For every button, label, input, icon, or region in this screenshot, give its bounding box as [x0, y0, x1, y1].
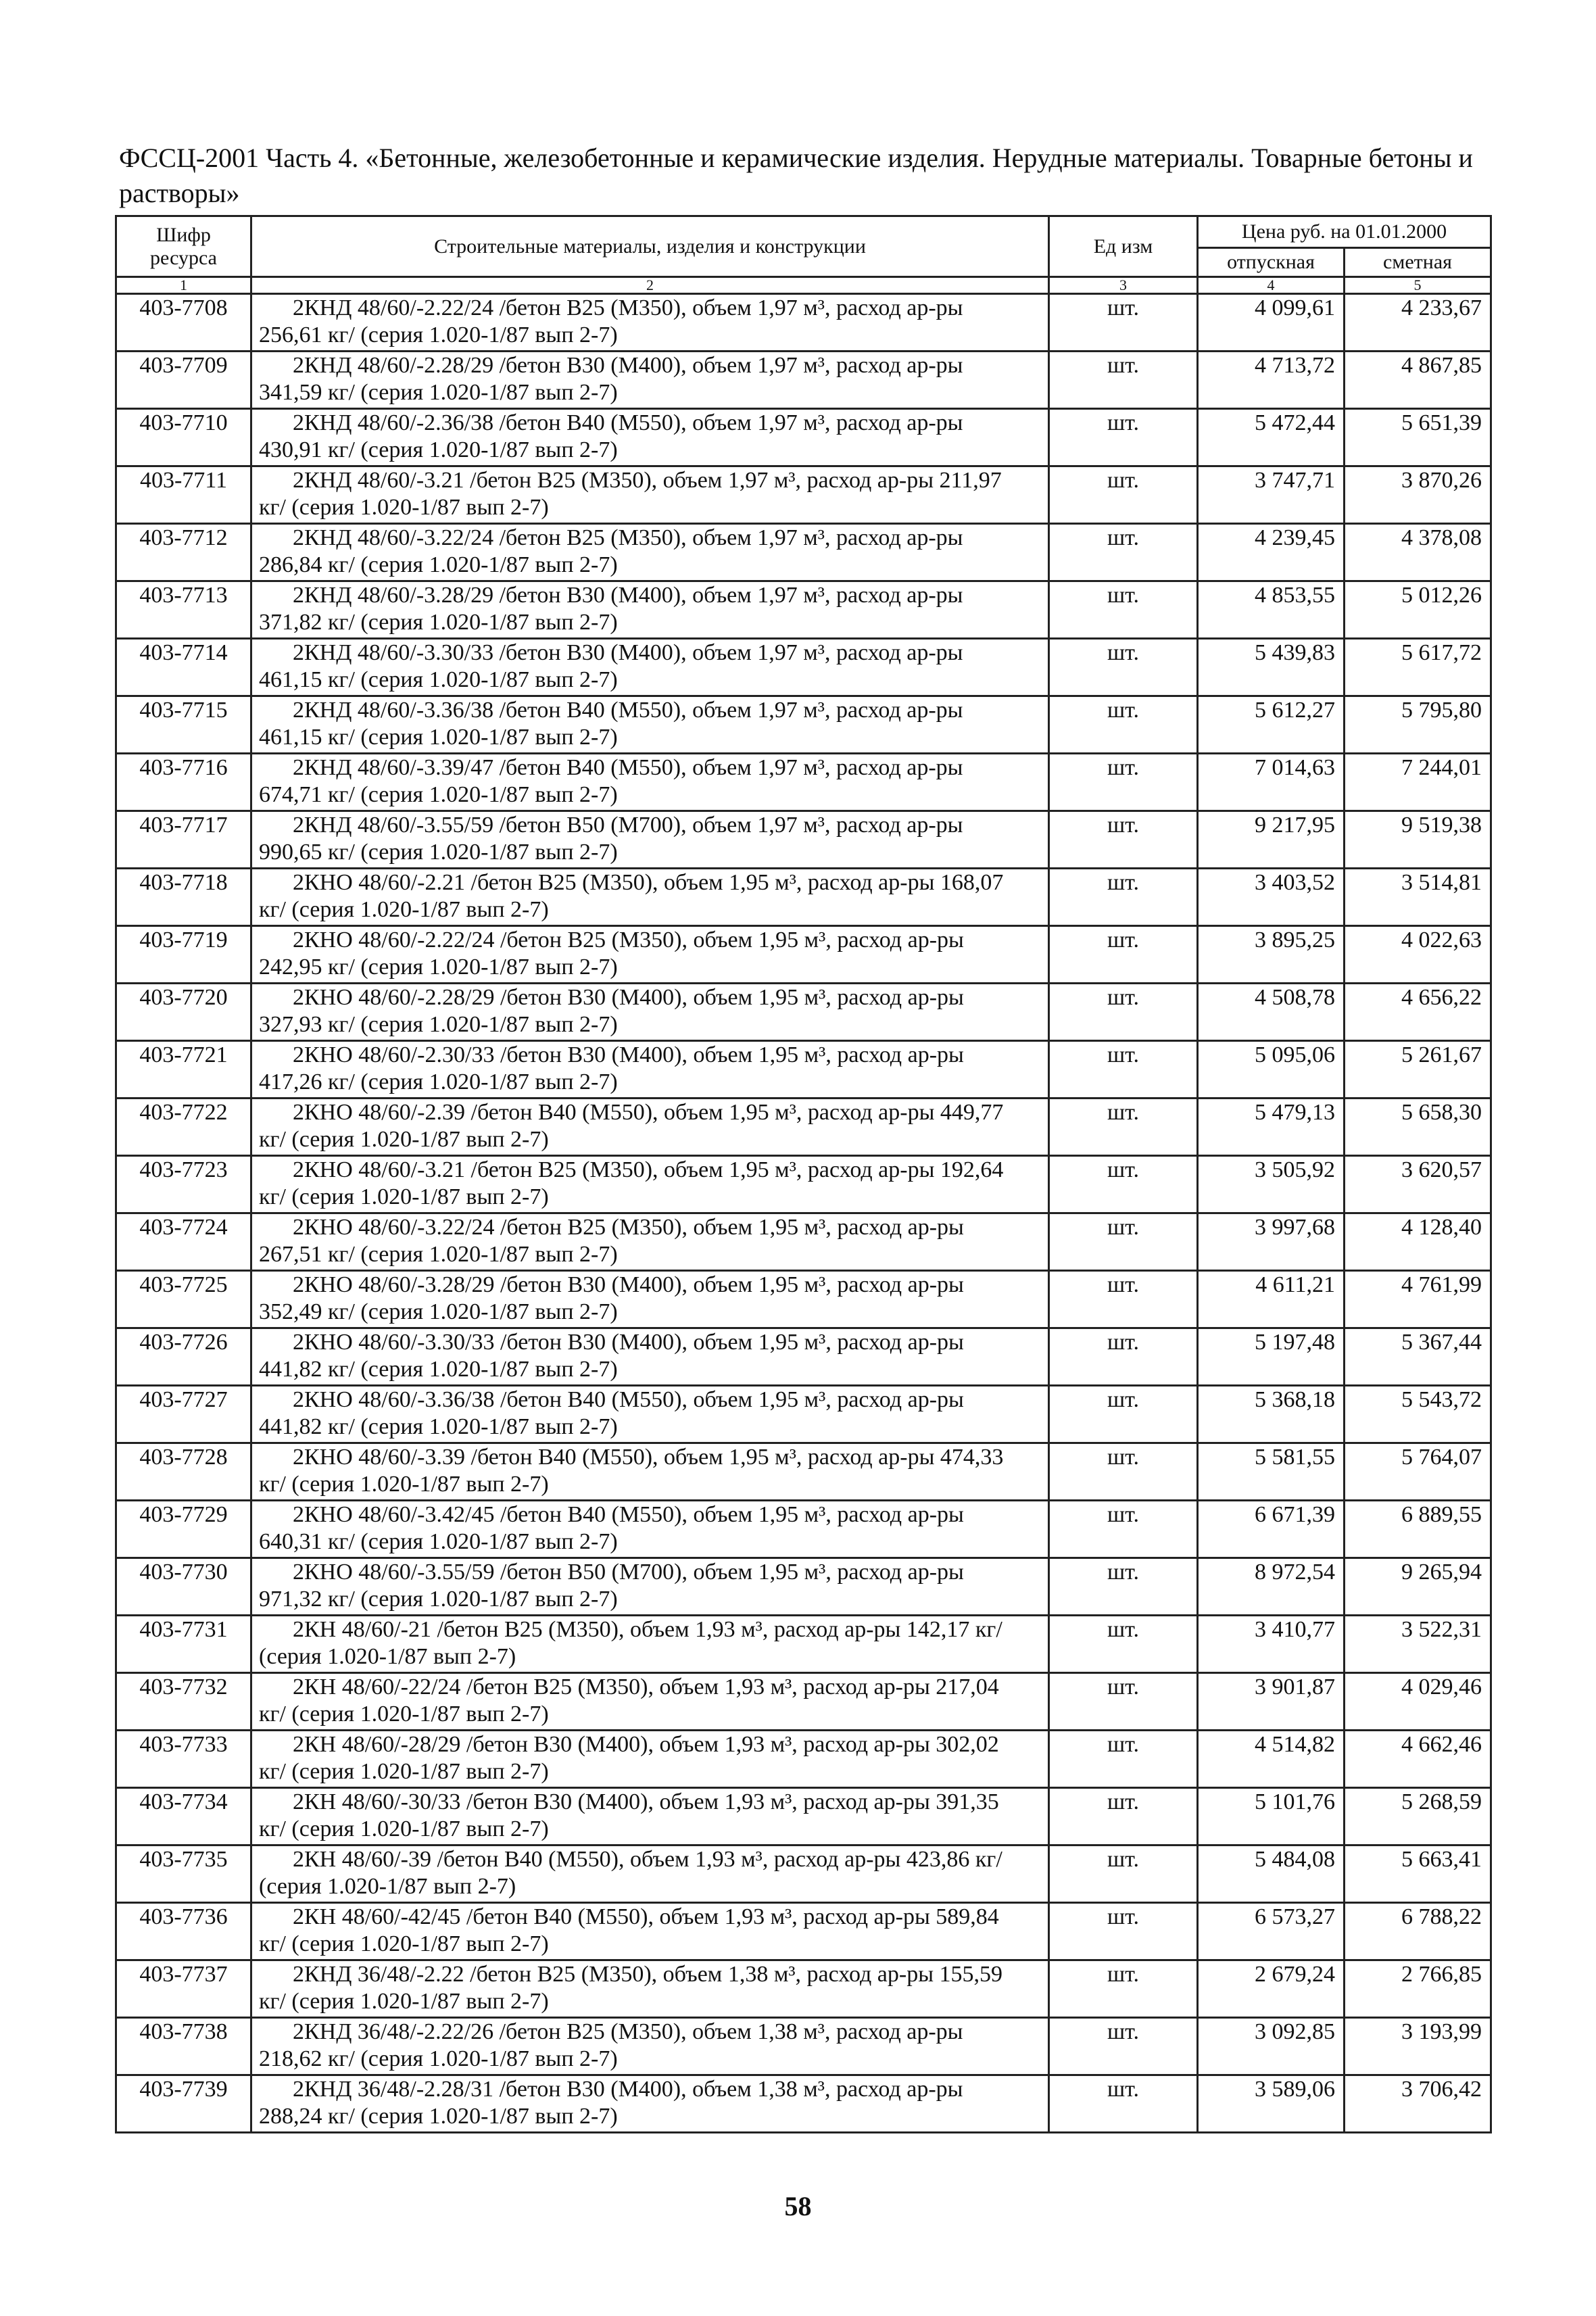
description-line-2: кг/ (серия 1.020-1/87 вып 2-7) — [259, 1759, 549, 1784]
col-header-price: Цена руб. на 01.01.2000 — [1198, 216, 1491, 248]
description-line-1: 2КНО 48/60/-3.39 /бетон В40 (М550), объем 1,95 м³, расход ар-ры 474,33 — [293, 1445, 1004, 1470]
release-price: 3 589,06 — [1198, 2075, 1345, 2133]
description-line-1: 2КН 48/60/-22/24 /бетон В25 (М350), объем 1,93 м³, расход ар-ры 217,04 — [293, 1674, 999, 1699]
release-price: 4 508,78 — [1198, 984, 1345, 1041]
release-price: 5 472,44 — [1198, 409, 1345, 466]
estimate-price: 5 651,39 — [1345, 409, 1491, 466]
material-description — [251, 1041, 1049, 1099]
table-row — [116, 581, 1491, 639]
material-description — [251, 352, 1049, 409]
unit-of-measure: шт. — [1049, 1386, 1198, 1443]
unit-of-measure: шт. — [1049, 1960, 1198, 2018]
description-line-1: 2КНО 48/60/-3.55/59 /бетон В50 (М700), объем 1,95 м³, расход ар-ры — [293, 1560, 964, 1585]
material-description — [251, 1788, 1049, 1845]
estimate-price: 4 378,08 — [1345, 524, 1491, 581]
material-description — [251, 754, 1049, 811]
release-price: 3 410,77 — [1198, 1616, 1345, 1673]
unit-of-measure: шт. — [1049, 1731, 1198, 1788]
material-description — [251, 581, 1049, 639]
description-line-2: 990,65 кг/ (серия 1.020-1/87 вып 2-7) — [259, 840, 618, 865]
table-row — [116, 1788, 1491, 1845]
table-row — [116, 524, 1491, 581]
table-row — [116, 1903, 1491, 1960]
release-price: 4 713,72 — [1198, 352, 1345, 409]
material-description — [251, 1903, 1049, 1960]
material-description — [251, 1271, 1049, 1328]
unit-of-measure: шт. — [1049, 926, 1198, 984]
material-description — [251, 1616, 1049, 1673]
release-price: 5 101,76 — [1198, 1788, 1345, 1845]
description-line-1: 2КНО 48/60/-2.21 /бетон В25 (М350), объем 1,95 м³, расход ар-ры 168,07 — [293, 870, 1004, 895]
estimate-price: 5 795,80 — [1345, 696, 1491, 754]
estimate-price: 3 514,81 — [1345, 869, 1491, 926]
resource-code: 403-7733 — [116, 1731, 251, 1788]
estimate-price: 9 265,94 — [1345, 1558, 1491, 1616]
unit-of-measure: шт. — [1049, 1328, 1198, 1386]
unit-of-measure: шт. — [1049, 1443, 1198, 1501]
description-line-2: 640,31 кг/ (серия 1.020-1/87 вып 2-7) — [259, 1529, 618, 1554]
description-line-2: 417,26 кг/ (серия 1.020-1/87 вып 2-7) — [259, 1069, 618, 1094]
unit-of-measure: шт. — [1049, 524, 1198, 581]
description-line-2: 341,59 кг/ (серия 1.020-1/87 вып 2-7) — [259, 380, 618, 405]
table-row — [116, 1673, 1491, 1731]
estimate-price: 4 867,85 — [1345, 352, 1491, 409]
resource-code: 403-7736 — [116, 1903, 251, 1960]
description-line-1: 2КНО 48/60/-3.21 /бетон В25 (М350), объем 1,95 м³, расход ар-ры 192,64 — [293, 1157, 1004, 1182]
estimate-price: 6 889,55 — [1345, 1501, 1491, 1558]
unit-of-measure: шт. — [1049, 1501, 1198, 1558]
description-line-2: 461,15 кг/ (серия 1.020-1/87 вып 2-7) — [259, 667, 618, 692]
material-description — [251, 1845, 1049, 1903]
resource-code: 403-7726 — [116, 1328, 251, 1386]
release-price: 8 972,54 — [1198, 1558, 1345, 1616]
unit-of-measure: шт. — [1049, 409, 1198, 466]
description-line-1: 2КНД 48/60/-3.30/33 /бетон В30 (М400), объем 1,97 м³, расход ар-ры — [293, 640, 963, 665]
unit-of-measure: шт. — [1049, 1903, 1198, 1960]
estimate-price: 3 706,42 — [1345, 2075, 1491, 2133]
resource-code: 403-7730 — [116, 1558, 251, 1616]
release-price: 4 239,45 — [1198, 524, 1345, 581]
unit-of-measure: шт. — [1049, 1041, 1198, 1099]
resource-code: 403-7727 — [116, 1386, 251, 1443]
release-price: 2 679,24 — [1198, 1960, 1345, 2018]
material-description — [251, 1960, 1049, 2018]
description-line-2: (серия 1.020-1/87 вып 2-7) — [259, 1644, 516, 1669]
unit-of-measure: шт. — [1049, 984, 1198, 1041]
table-row — [116, 811, 1491, 869]
table-row — [116, 1041, 1491, 1099]
resource-code: 403-7719 — [116, 926, 251, 984]
estimate-price: 5 543,72 — [1345, 1386, 1491, 1443]
unit-of-measure: шт. — [1049, 811, 1198, 869]
material-description — [251, 1213, 1049, 1271]
table-row — [116, 2018, 1491, 2075]
table-row — [116, 1099, 1491, 1156]
description-line-1: 2КНД 48/60/-3.22/24 /бетон В25 (М350), объем 1,97 м³, расход ар-ры — [293, 525, 963, 550]
release-price: 5 484,08 — [1198, 1845, 1345, 1903]
col-header-unit: Ед изм — [1049, 216, 1198, 277]
unit-of-measure: шт. — [1049, 1156, 1198, 1213]
release-price: 6 671,39 — [1198, 1501, 1345, 1558]
estimate-price: 3 193,99 — [1345, 2018, 1491, 2075]
table-row — [116, 1558, 1491, 1616]
table-row — [116, 639, 1491, 696]
material-description — [251, 1673, 1049, 1731]
material-description — [251, 1386, 1049, 1443]
description-line-1: 2КНО 48/60/-2.39 /бетон В40 (М550), объем 1,95 м³, расход ар-ры 449,77 — [293, 1100, 1004, 1125]
table-row — [116, 1960, 1491, 2018]
description-line-1: 2КНО 48/60/-2.22/24 /бетон В25 (М350), объем 1,95 м³, расход ар-ры — [293, 927, 964, 952]
unit-of-measure: шт. — [1049, 581, 1198, 639]
material-description — [251, 869, 1049, 926]
description-line-2: 971,32 кг/ (серия 1.020-1/87 вып 2-7) — [259, 1587, 618, 1612]
description-line-1: 2КНД 48/60/-2.22/24 /бетон В25 (М350), объем 1,97 м³, расход ар-ры — [293, 295, 963, 320]
table-row — [116, 926, 1491, 984]
estimate-price: 5 367,44 — [1345, 1328, 1491, 1386]
column-number: 5 — [1345, 277, 1491, 294]
table-row — [116, 984, 1491, 1041]
estimate-price: 9 519,38 — [1345, 811, 1491, 869]
description-line-1: 2КНО 48/60/-2.30/33 /бетон В30 (М400), объем 1,95 м³, расход ар-ры — [293, 1042, 964, 1067]
estimate-price: 3 522,31 — [1345, 1616, 1491, 1673]
table-row — [116, 1616, 1491, 1673]
description-line-2: кг/ (серия 1.020-1/87 вып 2-7) — [259, 1127, 549, 1152]
estimate-price: 4 029,46 — [1345, 1673, 1491, 1731]
description-line-2: 674,71 кг/ (серия 1.020-1/87 вып 2-7) — [259, 782, 618, 807]
unit-of-measure: шт. — [1049, 1271, 1198, 1328]
material-description — [251, 984, 1049, 1041]
description-line-2: (серия 1.020-1/87 вып 2-7) — [259, 1874, 516, 1899]
description-line-2: кг/ (серия 1.020-1/87 вып 2-7) — [259, 495, 549, 520]
estimate-price: 4 656,22 — [1345, 984, 1491, 1041]
material-description — [251, 1731, 1049, 1788]
description-line-1: 2КНО 48/60/-3.28/29 /бетон В30 (М400), объем 1,95 м³, расход ар-ры — [293, 1272, 964, 1297]
description-line-2: 461,15 кг/ (серия 1.020-1/87 вып 2-7) — [259, 725, 618, 750]
table-row — [116, 409, 1491, 466]
description-line-2: 430,91 кг/ (серия 1.020-1/87 вып 2-7) — [259, 437, 618, 462]
description-line-1: 2КНО 48/60/-3.22/24 /бетон В25 (М350), объем 1,95 м³, расход ар-ры — [293, 1215, 964, 1240]
resource-code: 403-7729 — [116, 1501, 251, 1558]
table-row — [116, 1731, 1491, 1788]
material-description — [251, 1501, 1049, 1558]
description-line-2: кг/ (серия 1.020-1/87 вып 2-7) — [259, 1472, 549, 1497]
material-description — [251, 1558, 1049, 1616]
table-row — [116, 1845, 1491, 1903]
column-number-row — [116, 277, 1491, 294]
resource-code: 403-7722 — [116, 1099, 251, 1156]
table-row — [116, 1443, 1491, 1501]
description-line-1: 2КН 48/60/-21 /бетон В25 (М350), объем 1,93 м³, расход ар-ры 142,17 кг/ — [293, 1617, 1002, 1642]
estimate-price: 4 662,46 — [1345, 1731, 1491, 1788]
unit-of-measure: шт. — [1049, 1099, 1198, 1156]
description-line-2: кг/ (серия 1.020-1/87 вып 2-7) — [259, 1989, 549, 2014]
resource-code: 403-7711 — [116, 466, 251, 524]
resource-code: 403-7708 — [116, 294, 251, 352]
estimate-price: 2 766,85 — [1345, 1960, 1491, 2018]
table-row — [116, 352, 1491, 409]
description-line-1: 2КНО 48/60/-2.28/29 /бетон В30 (М400), объем 1,95 м³, расход ар-ры — [293, 985, 964, 1010]
description-line-2: 441,82 кг/ (серия 1.020-1/87 вып 2-7) — [259, 1357, 618, 1382]
material-description — [251, 696, 1049, 754]
unit-of-measure: шт. — [1049, 1788, 1198, 1845]
material-description — [251, 1099, 1049, 1156]
description-line-1: 2КН 48/60/-42/45 /бетон В40 (М550), объем 1,93 м³, расход ар-ры 589,84 — [293, 1904, 999, 1929]
release-price: 5 095,06 — [1198, 1041, 1345, 1099]
unit-of-measure: шт. — [1049, 2018, 1198, 2075]
material-description — [251, 1328, 1049, 1386]
description-line-1: 2КНО 48/60/-3.30/33 /бетон В30 (М400), объем 1,95 м³, расход ар-ры — [293, 1330, 964, 1355]
release-price: 4 853,55 — [1198, 581, 1345, 639]
release-price: 4 099,61 — [1198, 294, 1345, 352]
release-price: 5 581,55 — [1198, 1443, 1345, 1501]
resource-code: 403-7712 — [116, 524, 251, 581]
resource-code: 403-7713 — [116, 581, 251, 639]
description-line-1: 2КНО 48/60/-3.42/45 /бетон В40 (М550), объем 1,95 м³, расход ар-ры — [293, 1502, 964, 1527]
resource-code: 403-7720 — [116, 984, 251, 1041]
resource-code: 403-7732 — [116, 1673, 251, 1731]
resource-code: 403-7734 — [116, 1788, 251, 1845]
resource-code: 403-7737 — [116, 1960, 251, 2018]
material-description — [251, 1443, 1049, 1501]
column-number: 4 — [1198, 277, 1345, 294]
release-price: 5 612,27 — [1198, 696, 1345, 754]
release-price: 7 014,63 — [1198, 754, 1345, 811]
material-description — [251, 1156, 1049, 1213]
table-row — [116, 466, 1491, 524]
description-line-2: 288,24 кг/ (серия 1.020-1/87 вып 2-7) — [259, 2104, 618, 2129]
release-price: 4 611,21 — [1198, 1271, 1345, 1328]
material-description — [251, 2075, 1049, 2133]
description-line-2: кг/ (серия 1.020-1/87 вып 2-7) — [259, 1184, 549, 1209]
unit-of-measure: шт. — [1049, 294, 1198, 352]
unit-of-measure: шт. — [1049, 754, 1198, 811]
unit-of-measure: шт. — [1049, 1213, 1198, 1271]
description-line-2: 256,61 кг/ (серия 1.020-1/87 вып 2-7) — [259, 322, 618, 347]
release-price: 3 747,71 — [1198, 466, 1345, 524]
description-line-2: 218,62 кг/ (серия 1.020-1/87 вып 2-7) — [259, 2046, 618, 2071]
estimate-price: 5 261,67 — [1345, 1041, 1491, 1099]
table-row — [116, 1386, 1491, 1443]
unit-of-measure: шт. — [1049, 1845, 1198, 1903]
column-number: 1 — [116, 277, 251, 294]
table-row — [116, 1156, 1491, 1213]
release-price: 3 092,85 — [1198, 2018, 1345, 2075]
unit-of-measure: шт. — [1049, 352, 1198, 409]
description-line-2: 441,82 кг/ (серия 1.020-1/87 вып 2-7) — [259, 1414, 618, 1439]
material-description — [251, 811, 1049, 869]
estimate-price: 5 764,07 — [1345, 1443, 1491, 1501]
unit-of-measure: шт. — [1049, 466, 1198, 524]
description-line-1: 2КНД 48/60/-3.28/29 /бетон В30 (М400), объем 1,97 м³, расход ар-ры — [293, 583, 963, 608]
price-table — [115, 215, 1492, 2133]
page-header: ФССЦ-2001 Часть 4. «Бетонные, железобетонные и керамические изделия. Нерудные материалы. Товарные бетоны и растворы» — [119, 143, 1473, 208]
resource-code: 403-7710 — [116, 409, 251, 466]
description-line-2: кг/ (серия 1.020-1/87 вып 2-7) — [259, 1931, 549, 1956]
resource-code: 403-7717 — [116, 811, 251, 869]
estimate-price: 4 022,63 — [1345, 926, 1491, 984]
estimate-price: 7 244,01 — [1345, 754, 1491, 811]
material-description — [251, 466, 1049, 524]
resource-code: 403-7728 — [116, 1443, 251, 1501]
resource-code: 403-7721 — [116, 1041, 251, 1099]
unit-of-measure: шт. — [1049, 869, 1198, 926]
description-line-1: 2КНД 48/60/-2.36/38 /бетон В40 (М550), объем 1,97 м³, расход ар-ры — [293, 410, 963, 435]
resource-code: 403-7715 — [116, 696, 251, 754]
description-line-1: 2КНД 48/60/-3.55/59 /бетон В50 (М700), объем 1,97 м³, расход ар-ры — [293, 813, 963, 838]
resource-code: 403-7731 — [116, 1616, 251, 1673]
resource-code: 403-7739 — [116, 2075, 251, 2133]
resource-code: 403-7718 — [116, 869, 251, 926]
release-price: 4 514,82 — [1198, 1731, 1345, 1788]
release-price: 5 479,13 — [1198, 1099, 1345, 1156]
material-description — [251, 639, 1049, 696]
resource-code: 403-7723 — [116, 1156, 251, 1213]
estimate-price: 6 788,22 — [1345, 1903, 1491, 1960]
table-row — [116, 869, 1491, 926]
material-description — [251, 294, 1049, 352]
table-row — [116, 696, 1491, 754]
description-line-1: 2КНД 48/60/-3.21 /бетон В25 (М350), объем 1,97 м³, расход ар-ры 211,97 — [293, 468, 1002, 493]
table-row — [116, 1501, 1491, 1558]
material-description — [251, 2018, 1049, 2075]
resource-code: 403-7709 — [116, 352, 251, 409]
table-row — [116, 754, 1491, 811]
estimate-price: 4 761,99 — [1345, 1271, 1491, 1328]
description-line-1: 2КНД 48/60/-3.39/47 /бетон В40 (М550), объем 1,97 м³, расход ар-ры — [293, 755, 963, 780]
description-line-2: кг/ (серия 1.020-1/87 вып 2-7) — [259, 1702, 549, 1727]
description-line-2: кг/ (серия 1.020-1/87 вып 2-7) — [259, 897, 549, 922]
table-row — [116, 294, 1491, 352]
table-row — [116, 1213, 1491, 1271]
description-line-1: 2КНД 36/48/-2.22/26 /бетон В25 (М350), объем 1,38 м³, расход ар-ры — [293, 2019, 963, 2044]
resource-code: 403-7735 — [116, 1845, 251, 1903]
col-header-release-price: отпускная — [1198, 248, 1345, 277]
resource-code: 403-7738 — [116, 2018, 251, 2075]
table-row — [116, 1271, 1491, 1328]
description-line-2: 286,84 кг/ (серия 1.020-1/87 вып 2-7) — [259, 552, 618, 577]
unit-of-measure: шт. — [1049, 639, 1198, 696]
column-number: 2 — [251, 277, 1049, 294]
release-price: 6 573,27 — [1198, 1903, 1345, 1960]
col-header-description: Строительные материалы, изделия и конструкции — [251, 216, 1049, 277]
description-line-1: 2КНД 36/48/-2.22 /бетон В25 (М350), объем 1,38 м³, расход ар-ры 155,59 — [293, 1962, 1003, 1987]
description-line-1: 2КН 48/60/-30/33 /бетон В30 (М400), объем 1,93 м³, расход ар-ры 391,35 — [293, 1789, 999, 1814]
description-line-1: 2КНО 48/60/-3.36/38 /бетон В40 (М550), объем 1,95 м³, расход ар-ры — [293, 1387, 964, 1412]
description-line-2: 242,95 кг/ (серия 1.020-1/87 вып 2-7) — [259, 955, 618, 980]
estimate-price: 5 658,30 — [1345, 1099, 1491, 1156]
page-number: 58 — [784, 2191, 812, 2221]
column-number: 3 — [1049, 277, 1198, 294]
estimate-price: 4 128,40 — [1345, 1213, 1491, 1271]
estimate-price: 3 620,57 — [1345, 1156, 1491, 1213]
description-line-2: 352,49 кг/ (серия 1.020-1/87 вып 2-7) — [259, 1299, 618, 1324]
unit-of-measure: шт. — [1049, 2075, 1198, 2133]
resource-code: 403-7724 — [116, 1213, 251, 1271]
release-price: 3 901,87 — [1198, 1673, 1345, 1731]
description-line-1: 2КН 48/60/-28/29 /бетон В30 (М400), объем 1,93 м³, расход ар-ры 302,02 — [293, 1732, 999, 1757]
resource-code: 403-7714 — [116, 639, 251, 696]
material-description — [251, 926, 1049, 984]
release-price: 3 505,92 — [1198, 1156, 1345, 1213]
material-description — [251, 524, 1049, 581]
estimate-price: 5 012,26 — [1345, 581, 1491, 639]
unit-of-measure: шт. — [1049, 1673, 1198, 1731]
col-header-code: Шифр ресурса — [116, 216, 251, 277]
description-line-1: 2КНД 36/48/-2.28/31 /бетон В30 (М400), объем 1,38 м³, расход ар-ры — [293, 2077, 963, 2102]
description-line-1: 2КНД 48/60/-3.36/38 /бетон В40 (М550), объем 1,97 м³, расход ар-ры — [293, 698, 963, 723]
estimate-price: 5 268,59 — [1345, 1788, 1491, 1845]
unit-of-measure: шт. — [1049, 696, 1198, 754]
description-line-2: 371,82 кг/ (серия 1.020-1/87 вып 2-7) — [259, 610, 618, 635]
table-row — [116, 1328, 1491, 1386]
table-row — [116, 2075, 1491, 2133]
release-price: 5 368,18 — [1198, 1386, 1345, 1443]
description-line-1: 2КН 48/60/-39 /бетон В40 (М550), объем 1,93 м³, расход ар-ры 423,86 кг/ — [293, 1847, 1002, 1872]
release-price: 9 217,95 — [1198, 811, 1345, 869]
estimate-price: 4 233,67 — [1345, 294, 1491, 352]
release-price: 5 439,83 — [1198, 639, 1345, 696]
description-line-2: 327,93 кг/ (серия 1.020-1/87 вып 2-7) — [259, 1012, 618, 1037]
col-header-estimate-price: сметная — [1345, 248, 1491, 277]
resource-code: 403-7716 — [116, 754, 251, 811]
description-line-1: 2КНД 48/60/-2.28/29 /бетон В30 (М400), объем 1,97 м³, расход ар-ры — [293, 353, 963, 378]
material-description — [251, 409, 1049, 466]
release-price: 3 997,68 — [1198, 1213, 1345, 1271]
release-price: 3 403,52 — [1198, 869, 1345, 926]
description-line-2: 267,51 кг/ (серия 1.020-1/87 вып 2-7) — [259, 1242, 618, 1267]
unit-of-measure: шт. — [1049, 1616, 1198, 1673]
description-line-2: кг/ (серия 1.020-1/87 вып 2-7) — [259, 1816, 549, 1841]
unit-of-measure: шт. — [1049, 1558, 1198, 1616]
estimate-price: 5 663,41 — [1345, 1845, 1491, 1903]
estimate-price: 5 617,72 — [1345, 639, 1491, 696]
release-price: 3 895,25 — [1198, 926, 1345, 984]
estimate-price: 3 870,26 — [1345, 466, 1491, 524]
release-price: 5 197,48 — [1198, 1328, 1345, 1386]
resource-code: 403-7725 — [116, 1271, 251, 1328]
